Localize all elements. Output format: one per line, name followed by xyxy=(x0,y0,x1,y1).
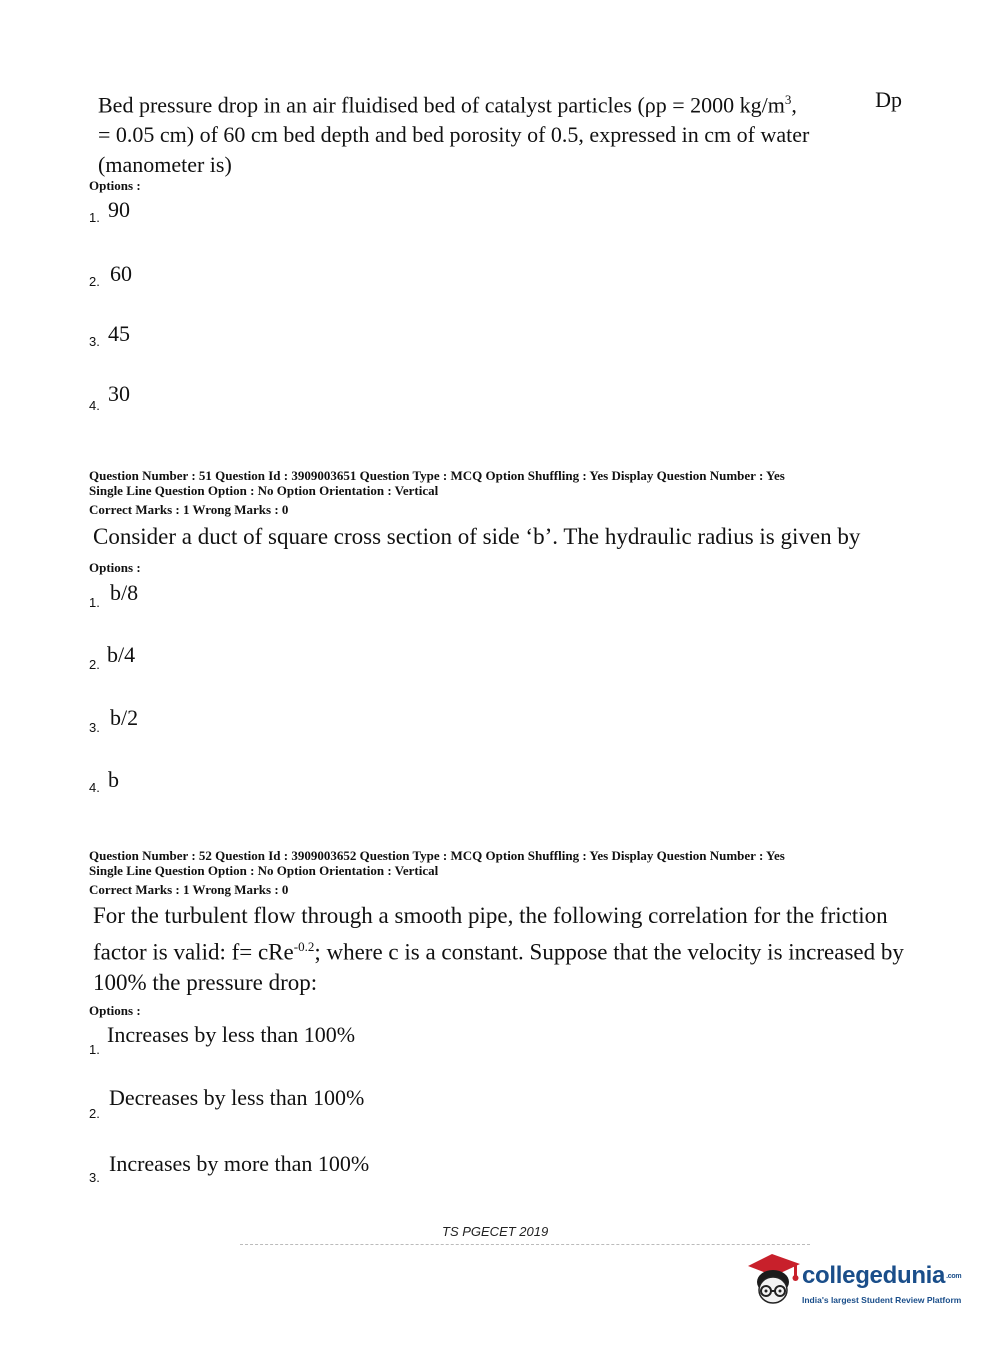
brand-name: collegedunia.com xyxy=(802,1262,962,1289)
q50-option-1[interactable]: 90 xyxy=(108,197,130,222)
q50-option-4[interactable]: 30 xyxy=(108,381,130,406)
q52-option-1[interactable]: Increases by less than 100% xyxy=(107,1022,356,1047)
q51-meta-line1: Question Number : 51 Question Id : 3909003651 Question Type : MCQ Option Shuffling : Yes Display Question Number : Yes xyxy=(89,468,785,483)
footer-exam-name: TS PGECET 2019 xyxy=(442,1224,549,1239)
q52-text-line1: For the turbulent flow through a smooth pipe, the following correlation for the friction xyxy=(93,903,888,928)
q52-text-line2: factor is valid: f= cRe$^{-0.2}$; where c is a constant. Suppose that the velocity is increased by xyxy=(93,938,904,965)
q50-option-2[interactable]: 60 xyxy=(110,261,132,286)
graduate-mascot-icon xyxy=(742,1248,804,1310)
brand-tagline: India's largest Student Review Platform xyxy=(802,1295,962,1305)
q52-marks: Correct Marks : 1 Wrong Marks : 0 xyxy=(89,882,289,897)
q52-option-2[interactable]: Decreases by less than 100% xyxy=(109,1085,365,1110)
q51-meta-line2: Single Line Question Option : No Option Orientation : Vertical xyxy=(89,483,439,498)
q50-options-label: Options : xyxy=(89,178,141,193)
q50-option-1-number: 1. xyxy=(89,210,100,225)
footer-divider xyxy=(240,1244,810,1245)
q50-text-line2: = 0.05 cm) of 60 cm bed depth and bed porosity of 0.5, expressed in cm of water xyxy=(98,122,810,148)
q50-text: Bed pressure drop in an air fluidised bed of catalyst particles (ρp = 2000 $kg/m^3$, Dp = 0.05 cm) of 60 cm bed depth and bed porosity of 0.5, expressed in cm of water (manometer is) xyxy=(98,85,902,180)
q52-option-2-number: 2. xyxy=(89,1106,100,1121)
q52-option-3[interactable]: Increases by more than 100% xyxy=(109,1151,370,1176)
q51-option-4[interactable]: b xyxy=(108,767,119,792)
q51-option-4-number: 4. xyxy=(89,780,100,795)
q51-option-3[interactable]: b/2 xyxy=(110,705,139,730)
q52-option-3-number: 3. xyxy=(89,1170,100,1185)
q51-option-2[interactable]: b/4 xyxy=(107,642,136,667)
q52-option-1-number: 1. xyxy=(89,1042,100,1057)
collegedunia-logo xyxy=(742,1248,972,1312)
q50-option-4-number: 4. xyxy=(89,398,100,413)
q51-option-1[interactable]: b/8 xyxy=(110,580,139,605)
brand-suffix: .com xyxy=(946,1273,962,1281)
q50-option-3[interactable]: 45 xyxy=(108,321,130,346)
q50-text-line3: (manometer is) xyxy=(98,152,232,178)
q51-option-2-number: 2. xyxy=(89,657,100,672)
q51-option-3-number: 3. xyxy=(89,720,100,735)
q51-text: Consider a duct of square cross section of side ‘b’. The hydraulic radius is given by xyxy=(93,524,861,549)
q50-option-2-number: 2. xyxy=(89,274,100,289)
q52-meta-line2: Single Line Question Option : No Option Orientation : Vertical xyxy=(89,863,439,878)
q51-options-label: Options : xyxy=(89,560,141,575)
q50-dp-label: Dp xyxy=(875,87,902,112)
q52-meta-line1: Question Number : 52 Question Id : 3909003652 Question Type : MCQ Option Shuffling : Yes Display Question Number : Yes xyxy=(89,848,785,863)
q50-option-3-number: 3. xyxy=(89,334,100,349)
q52-options-label: Options : xyxy=(89,1003,141,1018)
q51-option-1-number: 1. xyxy=(89,595,100,610)
q51-marks: Correct Marks : 1 Wrong Marks : 0 xyxy=(89,502,289,517)
q52-text xyxy=(93,901,905,998)
q52-text-line3: 100% the pressure drop: xyxy=(93,969,318,995)
